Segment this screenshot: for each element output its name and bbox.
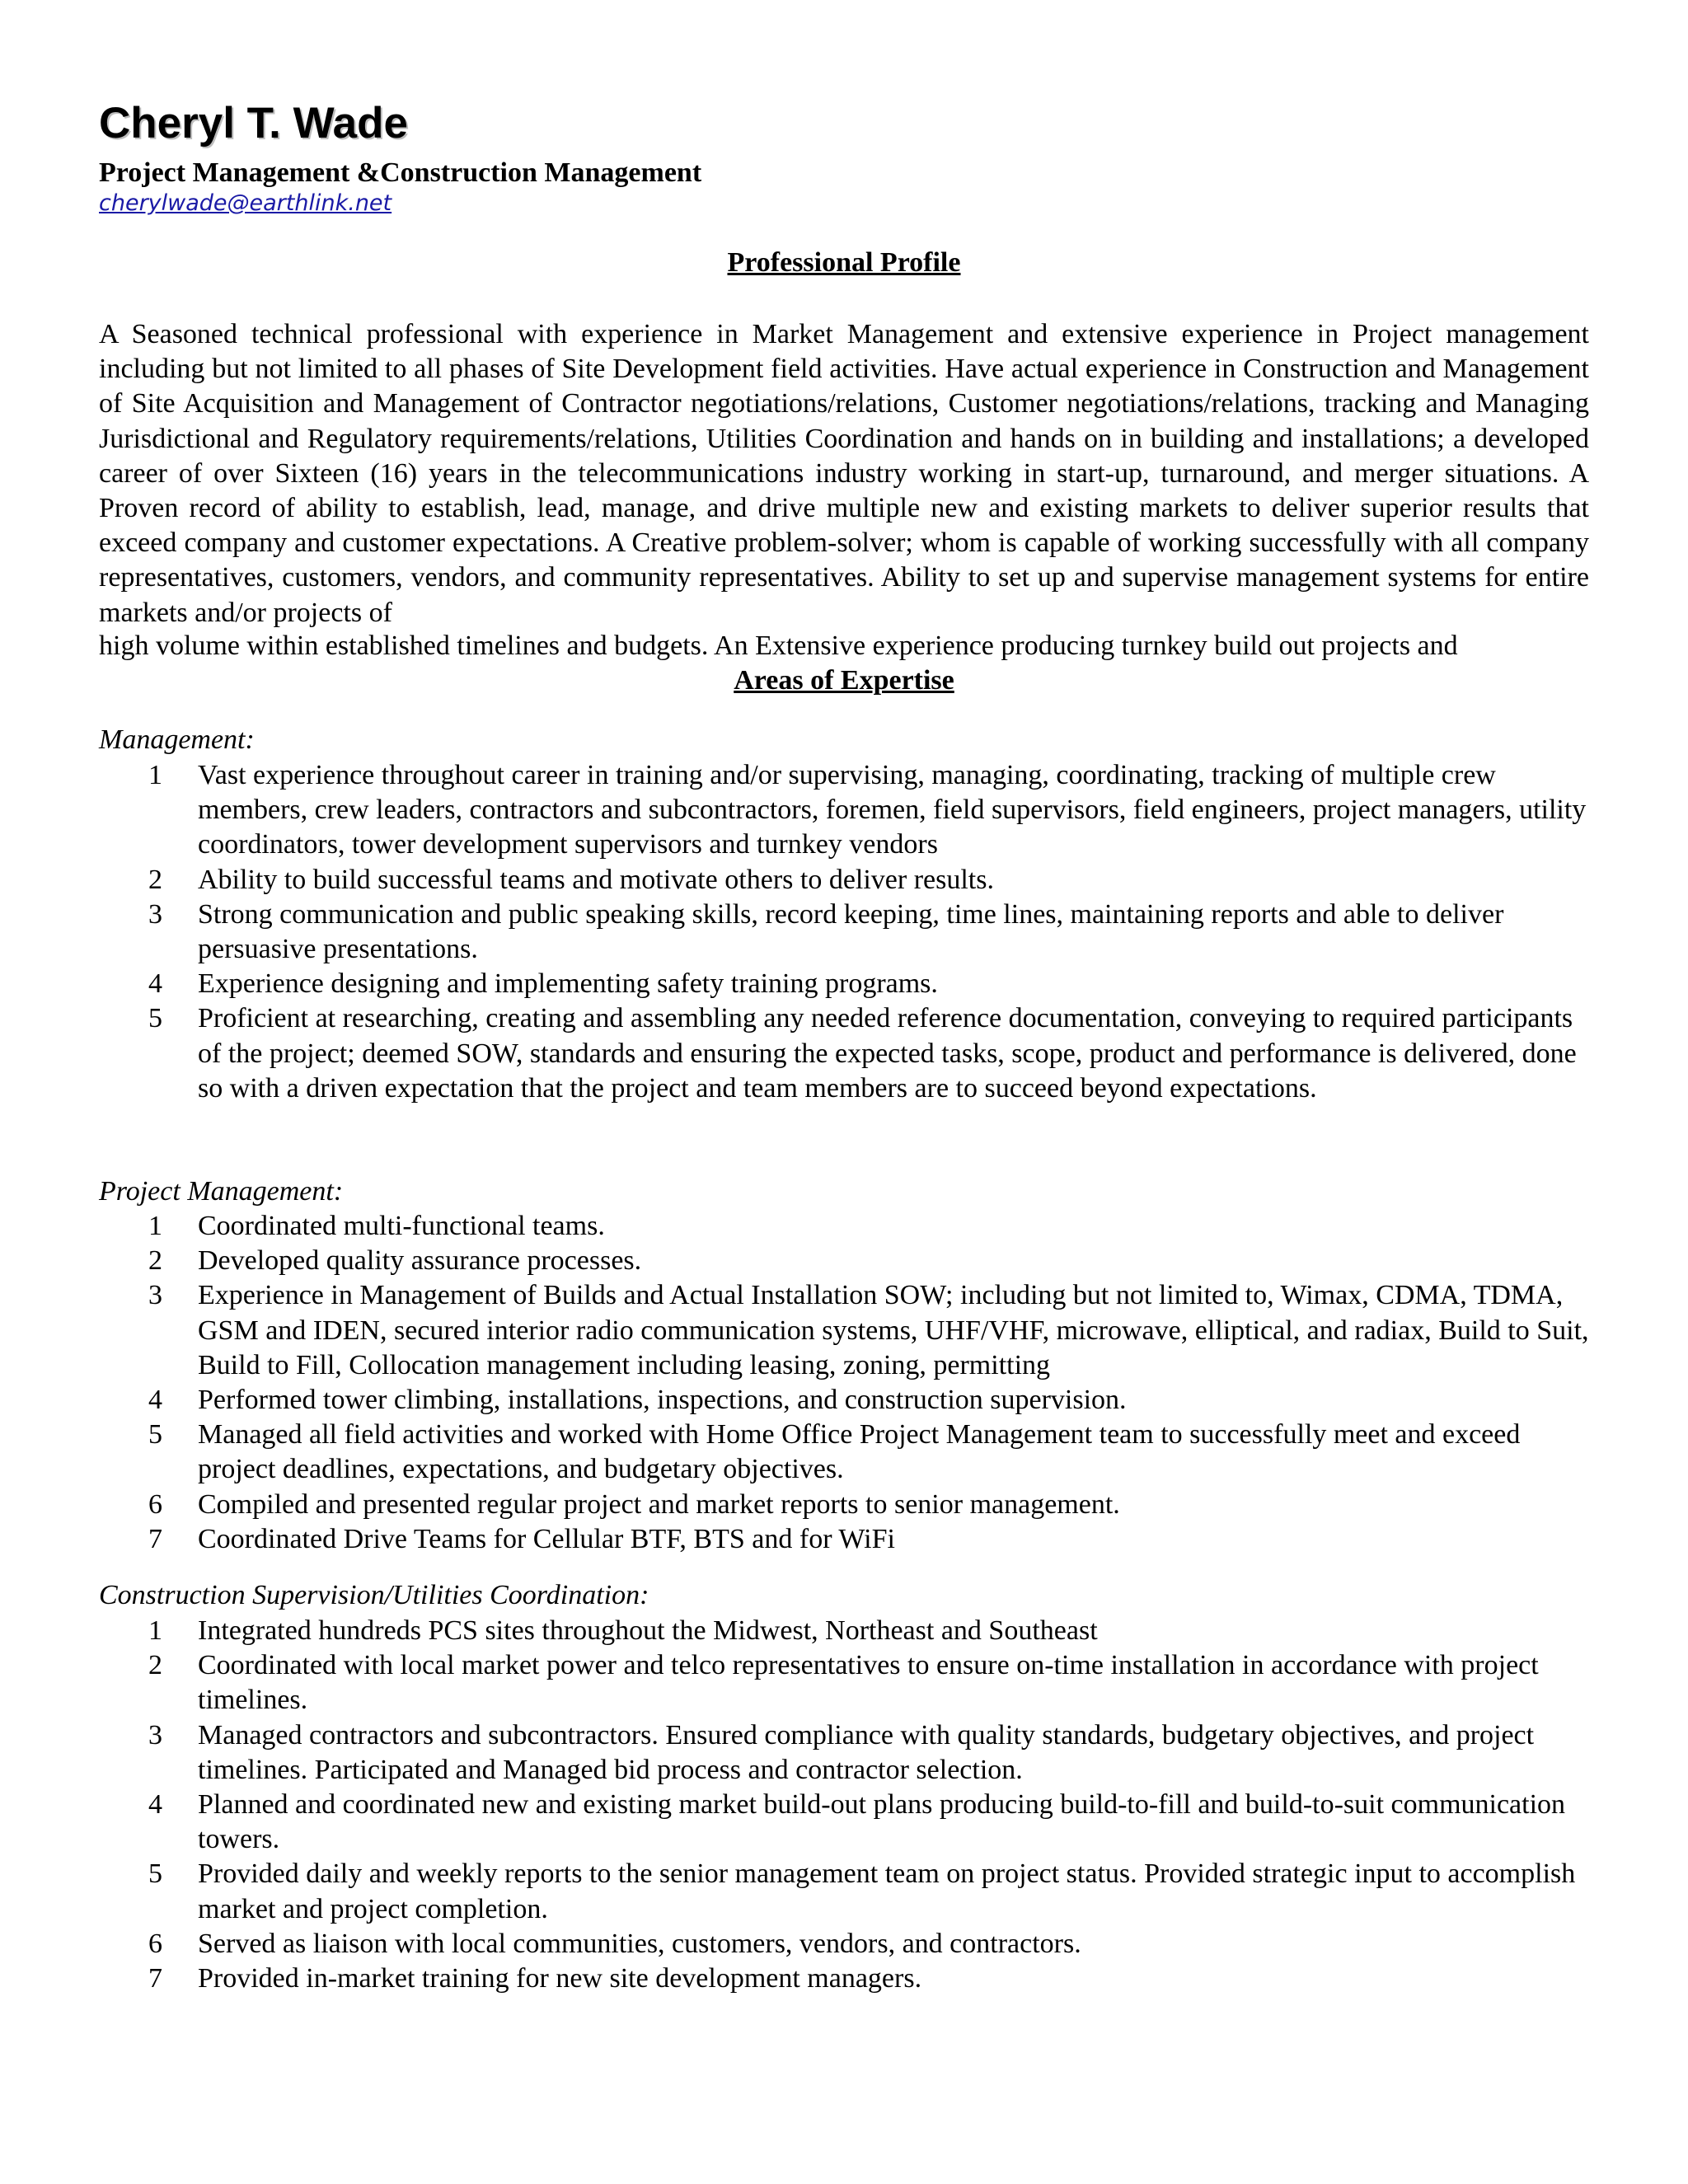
- item-number: 7: [148, 1963, 162, 1994]
- item-text: Performed tower climbing, installations, inspections, and construction supervision.: [198, 1385, 1127, 1416]
- areas-of-expertise-heading: Areas of Expertise: [734, 665, 954, 696]
- list-item: [99, 1614, 1591, 1648]
- item-text: Coordinated Drive Teams for Cellular BTF, BTS and for WiFi: [198, 1523, 895, 1554]
- item-text: Managed contractors and subcontractors. Ensured compliance with quality standards, budgetary objectives, and project timelines. Participated and Managed bid process and contractor selection.: [198, 1719, 1535, 1785]
- item-text: Strong communication and public speaking skills, record keeping, time lines, maintaining reports and able to deliver persuasive presentations.: [198, 898, 1504, 965]
- item-number: 4: [148, 1385, 162, 1416]
- item-text: Coordinated with local market power and telco representatives to ensure on-time installation in accordance with project timelines.: [198, 1650, 1539, 1716]
- list-item: [99, 1488, 1591, 1522]
- list-item: [99, 1001, 1591, 1106]
- item-number: 5: [148, 1858, 162, 1890]
- list-item: [99, 1927, 1591, 1961]
- section-title-project-management: Project Management:: [99, 1176, 344, 1207]
- list-item: [99, 1718, 1591, 1788]
- profile-paragraph: A Seasoned technical professional with experience in Market Management and extensive experience in Project management including but not limited to all phases of Site Development field activities. Have actual experience in Construction and Management of Site Acquisition and Management of Contractor negotiations/relations, Customer negotiations/relations, tracking and Managing Jurisdictional and Regulatory requirements/relations, Utilities Coordination and hands on in building and installations; a developed career of over Sixteen (16) years in the telecommunications industry working in start-up, turnaround, and merger situations. A Proven record of ability to establish, lead, manage, and drive multiple new and existing markets to deliver superior results that exceed company and customer expectations. A Creative problem-solver; whom is capable of working successfully with all company representatives, customers, vendors, and community representatives. Ability to set up and supervise management systems for entire markets and/or projects of: [99, 319, 1589, 628]
- item-text: Experience in Management of Builds and Actual Installation SOW; including but not limited to, Wimax, CDMA, TDMA, GSM and IDEN, secured interior radio communication systems, UHF/VHF, microwave, elliptical, and radiax, Build to Suit, Build to Fill, Collocation management including leasing, zoning, permitting: [198, 1280, 1589, 1380]
- candidate-title: Project Management &Construction Management: [99, 157, 702, 188]
- item-number: 6: [148, 1928, 162, 1959]
- item-text: Managed all field activities and worked with Home Office Project Management team to successfully meet and exceed project deadlines, expectations, and budgetary objectives.: [198, 1419, 1521, 1485]
- list-item: [99, 1788, 1591, 1857]
- item-text: Coordinated multi-functional teams.: [198, 1211, 605, 1241]
- candidate-name: Cheryl T. Wade: [99, 99, 409, 148]
- item-text: Provided daily and weekly reports to the senior management team on project status. Provided strategic input to accomplish market and project completion.: [198, 1858, 1576, 1924]
- email-link[interactable]: cherylwade@earthlink.net: [99, 190, 392, 216]
- list-item: [99, 1648, 1591, 1718]
- item-text: Provided in-market training for new site development managers.: [198, 1963, 922, 1994]
- section-title-construction-supervision: Construction Supervision/Utilities Coordination:: [99, 1580, 649, 1610]
- list-item: [99, 758, 1591, 863]
- item-number: 3: [148, 1280, 162, 1311]
- item-number: 1: [148, 1211, 162, 1241]
- list-item: [99, 1857, 1591, 1926]
- item-number: 7: [148, 1523, 162, 1554]
- professional-profile-heading: Professional Profile: [727, 247, 961, 278]
- item-number: 5: [148, 1003, 162, 1034]
- section-title-management: Management:: [99, 724, 255, 755]
- item-text: Ability to build successful teams and motivate others to deliver results.: [198, 864, 994, 895]
- list-item: [99, 1418, 1591, 1487]
- item-number: 4: [148, 1789, 162, 1821]
- profile-paragraph-last-line: high volume within established timelines and budgets. An Extensive experience producing turnkey build out projects and: [99, 630, 1458, 661]
- item-number: 1: [148, 1615, 162, 1646]
- item-text: Experience designing and implementing safety training programs.: [198, 968, 938, 1000]
- item-text: Developed quality assurance processes.: [198, 1245, 642, 1277]
- item-number: 3: [148, 898, 162, 930]
- management-list: [99, 758, 1591, 1106]
- item-text: Served as liaison with local communities, customers, vendors, and contractors.: [198, 1928, 1081, 1959]
- item-text: Planned and coordinated new and existing market build-out plans producing build-to-fill and build-to-suit communication towers.: [198, 1789, 1566, 1855]
- list-item: [99, 898, 1591, 967]
- project-management-list: [99, 1209, 1591, 1557]
- item-number: 1: [148, 760, 162, 790]
- item-text: Vast experience throughout career in training and/or supervising, managing, coordinating, tracking of multiple crew members, crew leaders, contractors and subcontractors, foremen, field supervisors, field engineers, project managers, utility coordinators, tower development supervisors and turnkey vendors: [198, 760, 1587, 860]
- item-number: 2: [148, 864, 162, 895]
- list-item: [99, 1209, 1591, 1244]
- list-item: [99, 967, 1591, 1001]
- list-item: [99, 1961, 1591, 1996]
- item-text: Proficient at researching, creating and assembling any needed reference documentation, conveying to required participants of the project; deemed SOW, standards and ensuring the expected tasks, scope, product and performance is delivered, done so with a driven expectation that the project and team members are to succeed beyond expectations.: [198, 1003, 1577, 1104]
- item-text: Compiled and presented regular project and market reports to senior management.: [198, 1488, 1120, 1520]
- list-item: [99, 1522, 1591, 1557]
- item-text: Integrated hundreds PCS sites throughout the Midwest, Northeast and Southeast: [198, 1615, 1098, 1646]
- list-item: [99, 1383, 1591, 1418]
- list-item: [99, 1244, 1591, 1278]
- item-number: 2: [148, 1650, 162, 1681]
- item-number: 2: [148, 1245, 162, 1277]
- list-item: [99, 863, 1591, 898]
- construction-supervision-list: [99, 1614, 1591, 1996]
- item-number: 6: [148, 1488, 162, 1520]
- item-number: 3: [148, 1719, 162, 1750]
- list-item: [99, 1278, 1591, 1383]
- item-number: 5: [148, 1419, 162, 1451]
- item-number: 4: [148, 968, 162, 1000]
